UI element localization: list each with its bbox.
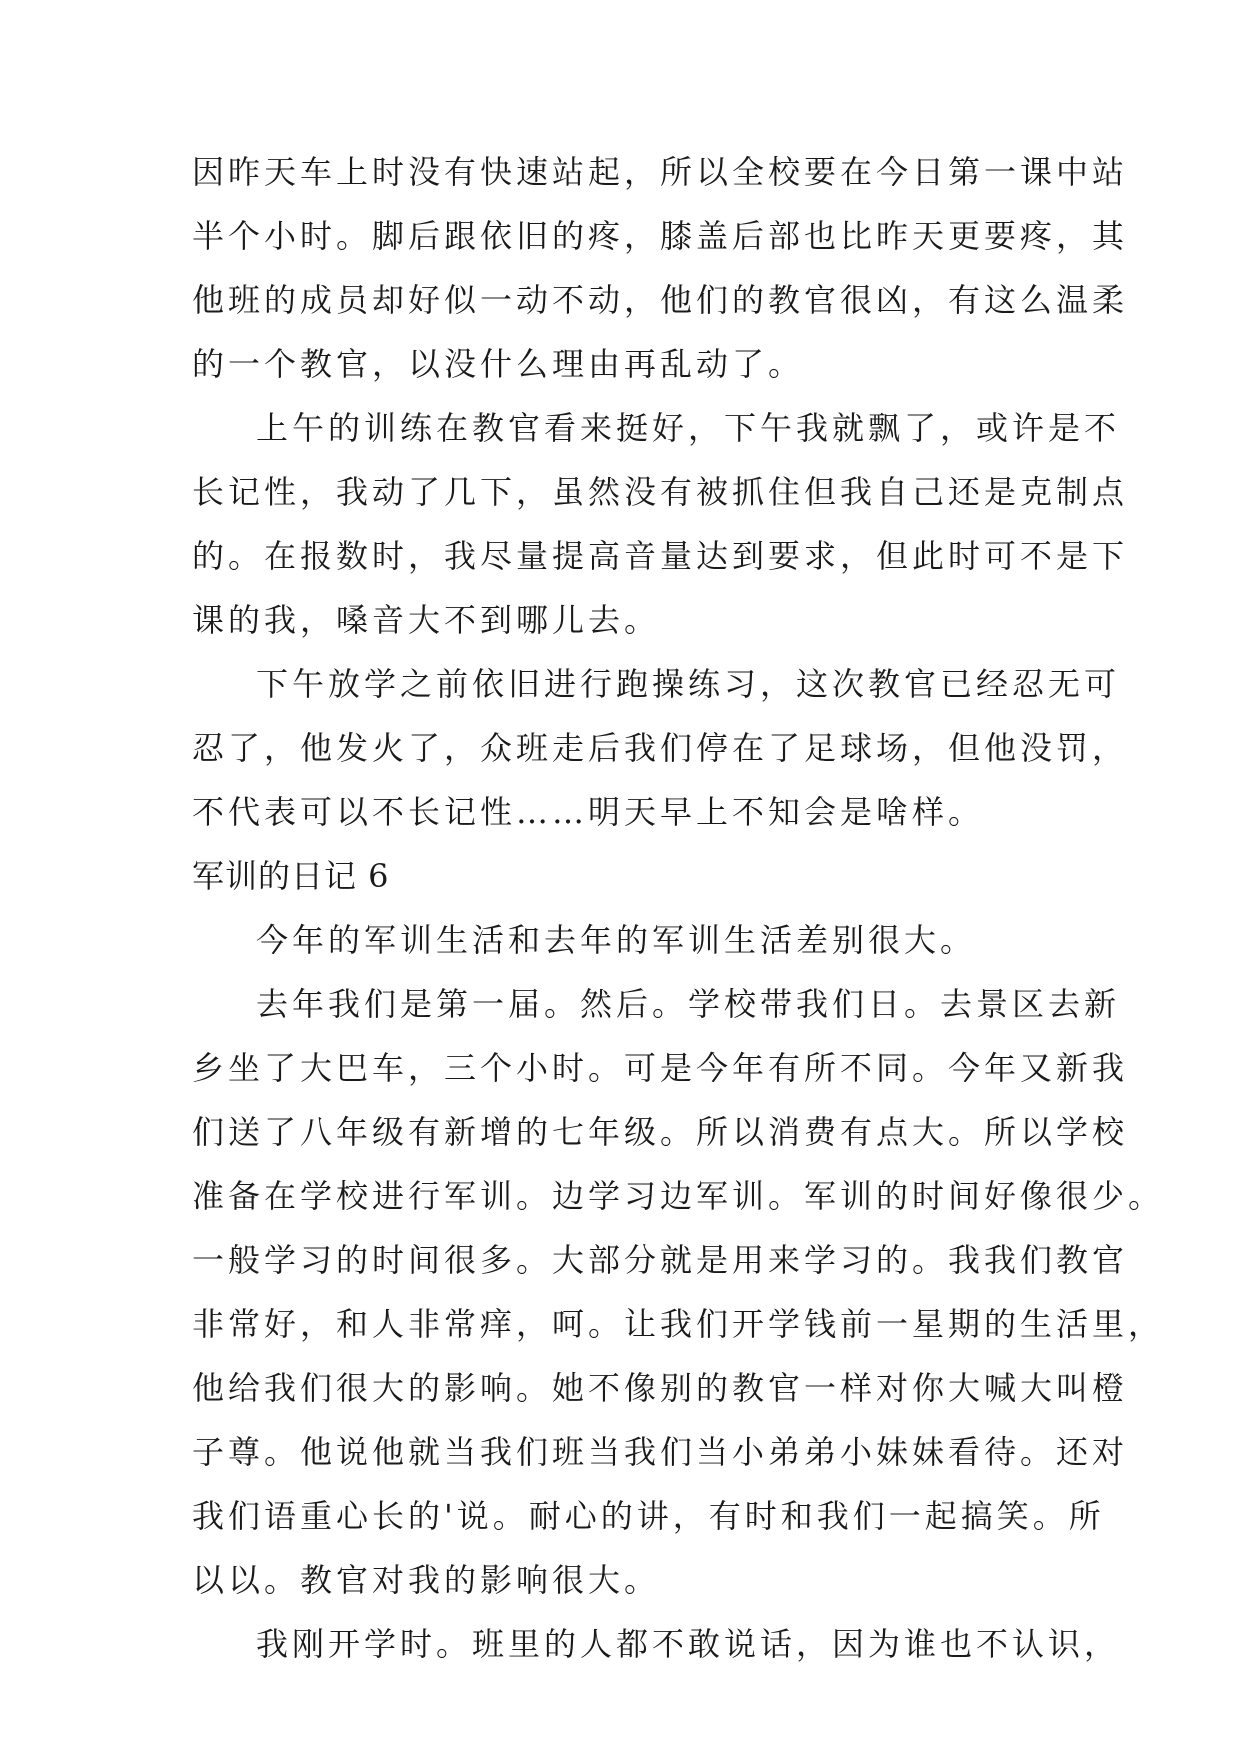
- paragraph-line: 的。在报数时，我尽量提高音量达到要求，但此时可不是下: [192, 537, 1129, 575]
- paragraph-line: 今年的军训生活和去年的军训生活差别很大。: [256, 921, 977, 959]
- paragraph-line: 他班的成员却好似一动不动，他们的教官很凶，有这么温柔: [192, 281, 1129, 319]
- paragraph-line: 不代表可以不长记性……明天早上不知会是啥样。: [192, 793, 985, 831]
- paragraph-line: 因昨天车上时没有快速站起，所以全校要在今日第一课中站: [192, 153, 1129, 191]
- paragraph-line: 准备在学校进行军训。边学习边军训。军训的时间好像很少。: [192, 1177, 1165, 1215]
- paragraph-line: 下午放学之前依旧进行跑操练习，这次教官已经忍无可: [256, 665, 1121, 703]
- paragraph-line: 的一个教官，以没什么理由再乱动了。: [192, 345, 805, 383]
- paragraph: [192, 652, 1129, 844]
- paragraph: [192, 1612, 1121, 1676]
- paragraph: [192, 396, 1129, 652]
- paragraph-line: 乡坐了大巴车，三个小时。可是今年有所不同。今年又新我: [192, 1049, 1129, 1087]
- paragraph-line: 一般学习的时间很多。大部分就是用来学习的。我我们教官: [192, 1241, 1129, 1279]
- paragraph-line: 我们语重心长的'说。耐心的讲，有时和我们一起搞笑。所: [192, 1497, 1105, 1535]
- paragraph-line: 们送了八年级有新增的七年级。所以消费有点大。所以学校: [192, 1113, 1129, 1151]
- paragraph-line: 非常好，和人非常痒，呵。让我们开学钱前一星期的生活里，: [192, 1305, 1165, 1343]
- paragraph-line: 去年我们是第一届。然后。学校带我们日。去景区去新: [256, 985, 1121, 1023]
- paragraph-line: 我刚开学时。班里的人都不敢说话，因为谁也不认识，: [256, 1625, 1121, 1663]
- paragraph-line: 课的我，嗓音大不到哪儿去。: [192, 601, 661, 639]
- paragraph-line: 以以。教官对我的影响很大。: [192, 1561, 661, 1599]
- paragraph-line: 忍了，他发火了，众班走后我们停在了足球场，但他没罚，: [192, 729, 1129, 767]
- paragraph-line: 他给我们很大的影响。她不像别的教官一样对你大喊大叫橙: [192, 1369, 1129, 1407]
- paragraph: [192, 140, 1129, 396]
- paragraph-line: 上午的训练在教官看来挺好，下午我就飘了，或许是不: [256, 409, 1121, 447]
- paragraph: [192, 972, 1165, 1612]
- paragraph-line: 长记性，我动了几下，虽然没有被抓住但我自己还是克制点: [192, 473, 1129, 511]
- document-body: [192, 140, 1165, 1676]
- section-heading: 军训的日记 6: [192, 857, 390, 895]
- paragraph-line: 子尊。他说他就当我们班当我们当小弟弟小妹妹看待。还对: [192, 1433, 1129, 1471]
- paragraph-line: 半个小时。脚后跟依旧的疼，膝盖后部也比昨天更要疼，其: [192, 217, 1129, 255]
- paragraph: [192, 908, 1060, 972]
